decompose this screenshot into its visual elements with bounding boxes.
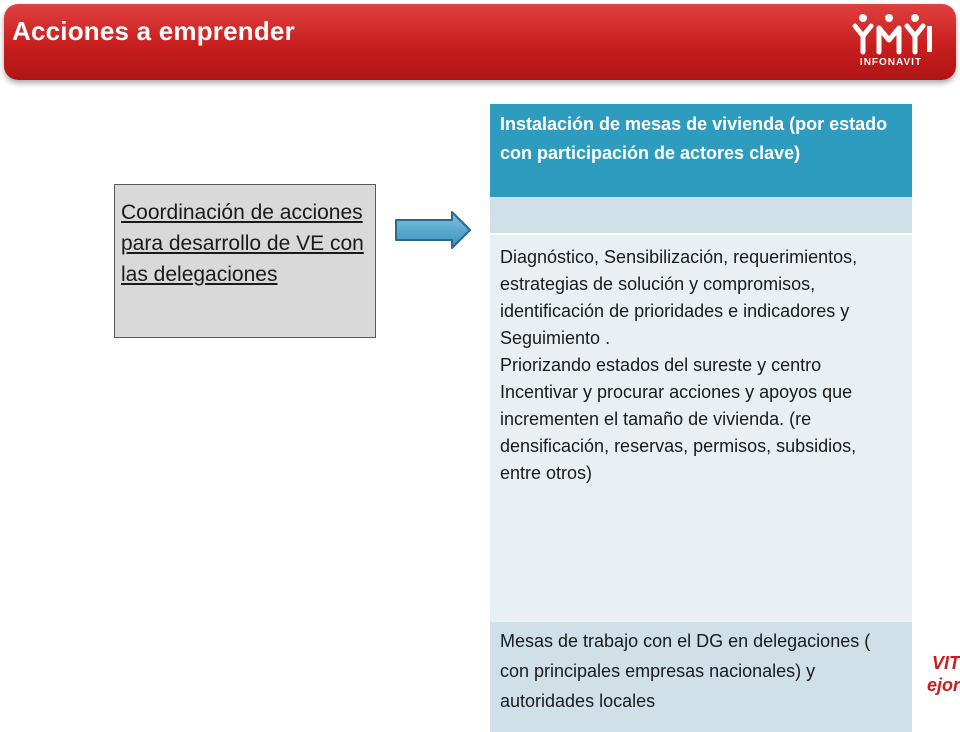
peek-line-1: VIT (931, 653, 960, 673)
page-title: Acciones a emprender (12, 16, 295, 46)
infonavit-logo (846, 12, 936, 80)
right-arrow-icon (394, 210, 474, 250)
background-text-peek (912, 652, 960, 712)
coordination-text: Coordinación de acciones para desarrollo de VE con las delegaciones (121, 201, 364, 286)
panel-footer: Mesas de trabajo con el DG en delegaciones ( con principales empresas nacionales) y autoridades locales (490, 622, 912, 732)
panel-header: Instalación de mesas de vivienda (por estado con participación de actores clave) (490, 104, 912, 197)
peek-line-2: ejor (926, 675, 960, 695)
coordination-box (114, 184, 376, 338)
infonavit-logo-icon (849, 12, 933, 56)
panel-body: Diagnóstico, Sensibilización, requerimientos, estrategias de solución y compromisos, identificación de prioridades e indicadores y Seguimiento . Priorizando estados del sureste y centro Incentivar y procurar acciones y apoyos que incrementen el tamaño de vivienda. (re densificación, reservas, permisos, subsidios, entre otros) (490, 235, 912, 622)
panel-empty-row (490, 197, 912, 235)
title-bar (4, 4, 956, 80)
logo-text: INFONAVIT (859, 57, 923, 68)
